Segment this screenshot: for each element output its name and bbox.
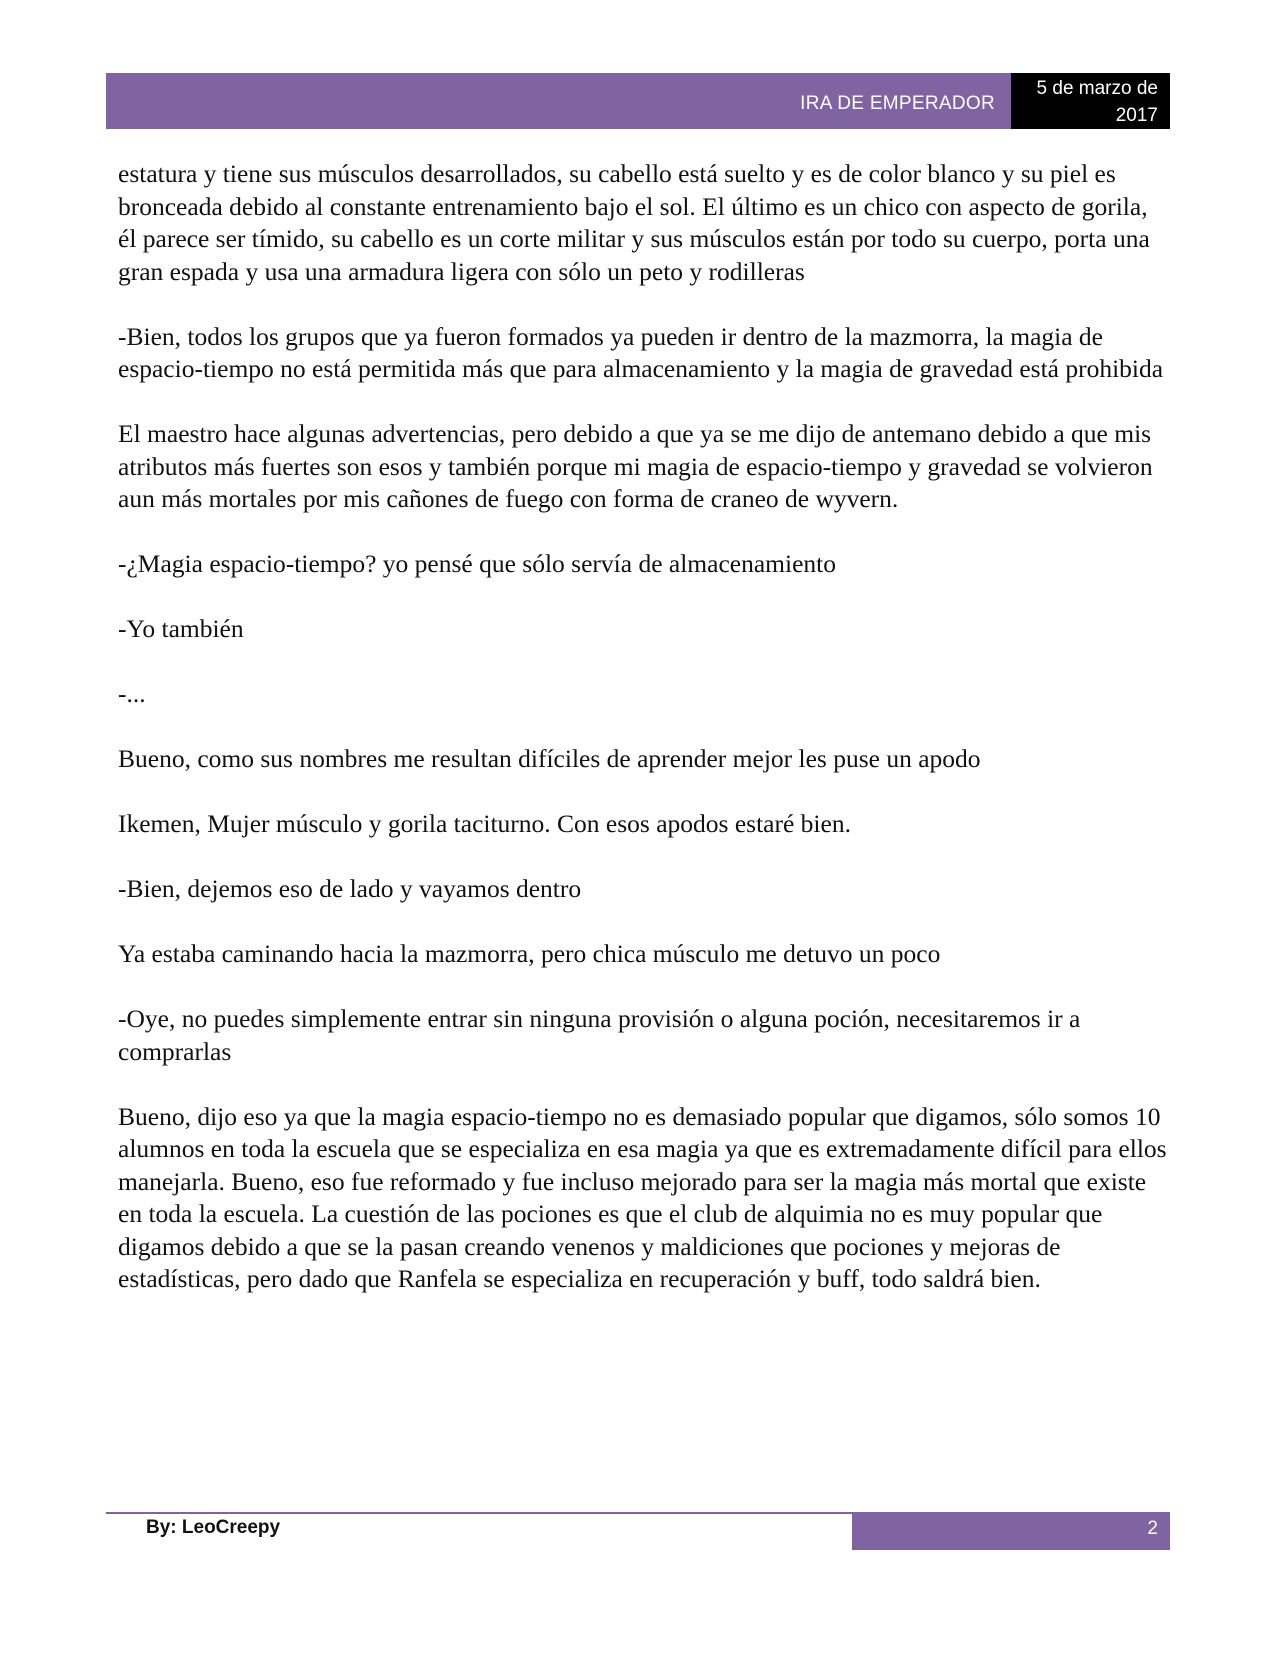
document-body xyxy=(118,158,1168,1328)
paragraph: -Bien, todos los grupos que ya fueron formados ya pueden ir dentro de la mazmorra, la magia de espacio-tiempo no está permitida más que para almacenamiento y la magia de gravedad está prohibida xyxy=(118,321,1164,383)
paragraph: estatura y tiene sus músculos desarrollados, su cabello está suelto y es de color blanco y su piel es bronceada debido al constante entrenamiento bajo el sol. El último es un chico con aspecto de gorila, él parece ser tímido, su cabello es un corte militar y sus músculos están por todo su cuerpo, porta una gran espada y usa una armadura ligera con sólo un peto y rodilleras xyxy=(118,159,1150,286)
paragraph: -Bien, dejemos eso de lado y vayamos dentro xyxy=(118,874,582,903)
paragraph: Ya estaba caminando hacia la mazmorra, pero chica músculo me detuvo un poco xyxy=(118,939,941,968)
paragraph: El maestro hace algunas advertencias, pero debido a que ya se me dijo de antemano debido a que mis atributos más fuertes son esos y también porque mi magia de espacio-tiempo y gravedad se volvieron aun más mortales por mis cañones de fuego con forma de craneo de wyvern. xyxy=(118,419,1153,513)
paragraph: -Oye, no puedes simplemente entrar sin ninguna provisión o alguna poción, necesitaremos ir a comprarlas xyxy=(118,1004,1081,1066)
header-date-line1: 5 de marzo de xyxy=(1036,78,1158,99)
paragraph: Ikemen, Mujer músculo y gorila taciturno. Con esos apodos estaré bien. xyxy=(118,809,851,838)
page-number: 2 xyxy=(1147,1518,1158,1539)
paragraph: Bueno, como sus nombres me resultan difíciles de aprender mejor les puse un apodo xyxy=(118,744,981,773)
paragraph: -... xyxy=(118,679,146,708)
paragraph: -¿Magia espacio-tiempo? yo pensé que sólo servía de almacenamiento xyxy=(118,549,836,578)
paragraph: Bueno, dijo eso ya que la magia espacio-tiempo no es demasiado popular que digamos, sólo somos 10 alumnos en toda la escuela que se especializa en esa magia ya que es extremadamente difícil para ellos manejarla. Bueno, eso fue reformado y fue incluso mejorado para ser la magia más mortal que existe en toda la escuela. La cuestión de las pociones es que el club de alquimia no es muy popular que digamos debido a que se la pasan creando venenos y maldiciones que pociones y mejoras de estadísticas, pero dado que Ranfela se especializa en recuperación y buff, todo saldrá bien. xyxy=(118,1101,1167,1293)
paragraph: -Yo también xyxy=(118,614,244,643)
header-title: IRA DE EMPERADOR xyxy=(800,93,995,114)
footer-page-box xyxy=(852,1512,1170,1550)
header-date-line2: 2017 xyxy=(1115,105,1158,126)
header-date xyxy=(1011,73,1170,129)
header-bar xyxy=(106,73,1011,129)
footer-author: By: LeoCreepy xyxy=(146,1517,281,1538)
footer-divider xyxy=(106,1512,852,1514)
